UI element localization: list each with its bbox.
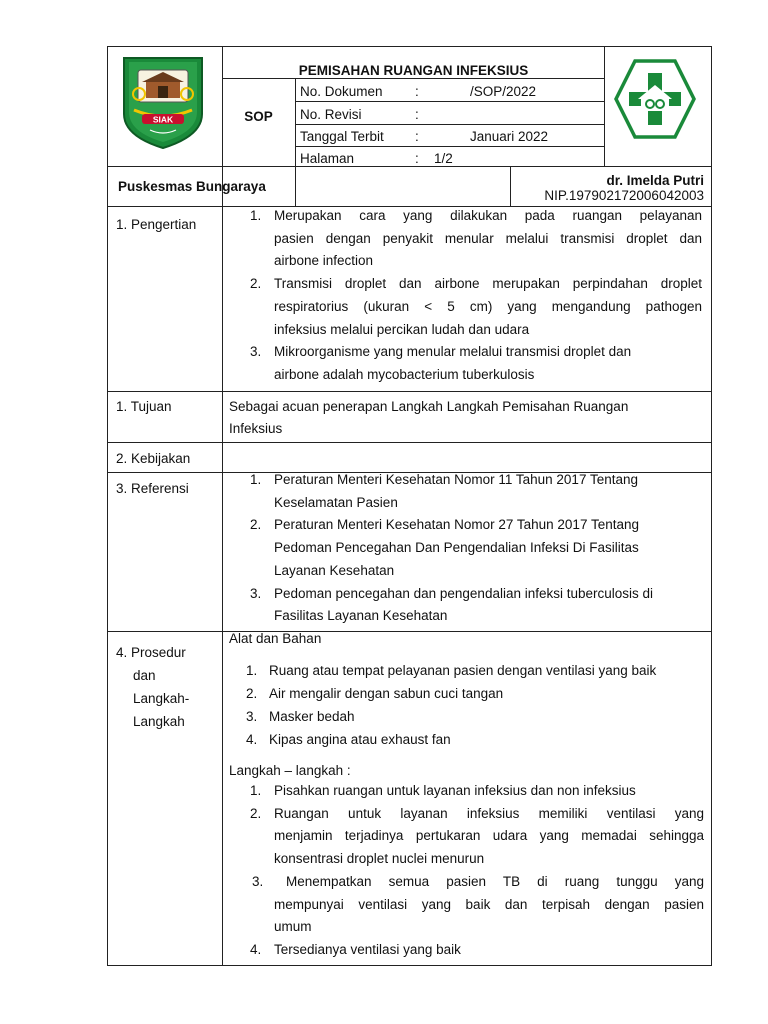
list-item: 1. Peraturan Menteri Kesehatan Nomor 11 Tahun 2017 Tentang Keselamatan Pasien	[250, 472, 638, 510]
langkah-list	[250, 780, 704, 962]
field-value-halaman: 1/2	[434, 151, 453, 166]
field-label-no-dokumen: No. Dokumen	[300, 84, 383, 99]
alat-item: Kipas angina atau exhaust fan	[269, 732, 451, 747]
alat-num: 2.	[246, 686, 258, 701]
section-label-referensi: 3. Referensi	[116, 481, 189, 496]
field-value-no-dokumen: /SOP/2022	[470, 84, 537, 99]
puskesmas-name: Puskesmas Bungaraya	[118, 179, 266, 194]
list-item: 3. Pedoman pencegahan dan pengendalian infeksi tuberculosis di Fasilitas Layanan Kesehatan	[250, 585, 654, 624]
signer-nip: NIP.197902172006042003	[544, 188, 704, 203]
row-line-pengertian	[107, 391, 712, 392]
field-label-halaman: Halaman	[300, 151, 355, 166]
border-top	[107, 46, 712, 47]
alat-heading: Alat dan Bahan	[229, 631, 322, 646]
section-label-prosedur: 4. Prosedur	[116, 645, 186, 660]
list-item: 2. Transmisi droplet dan airbone merupakan perpindahan droplet respiratorius (ukuran < 5 cm) yang mengandung pathogen infeksius melalui percikan ludah dan udara	[250, 276, 702, 337]
list-item: 1. Merupakan cara yang dilakukan pada ruangan pelayanan pasien dengan penyakit menular melalui transmisi droplet dan airbone infection	[250, 208, 702, 269]
field-sep: :	[415, 151, 419, 166]
signer-name: dr. Imelda Putri	[606, 173, 704, 188]
border-bottom	[107, 965, 712, 966]
row-line-1	[295, 101, 605, 102]
border-left	[107, 46, 108, 966]
row-line-tujuan	[107, 442, 712, 443]
section-label-pengertian: 1. Pengertian	[116, 217, 197, 232]
row-line-3	[295, 146, 605, 147]
field-sep: :	[415, 84, 419, 99]
section-label-kebijakan: 2. Kebijakan	[116, 451, 191, 466]
langkah-heading: Langkah – langkah :	[229, 763, 351, 778]
section-label-prosedur: Langkah	[133, 714, 185, 729]
regency-logo	[120, 52, 206, 150]
alat-num: 4.	[246, 732, 258, 747]
alat-num: 1.	[246, 663, 258, 678]
logo-left-text: SIAK	[152, 114, 174, 125]
alat-item: Air mengalir dengan sabun cuci tangan	[269, 686, 504, 701]
alat-item: Ruang atau tempat pelayanan pasien dengan ventilasi yang baik	[269, 663, 657, 678]
row-line-referensi	[107, 631, 712, 632]
field-label-no-revisi: No. Revisi	[300, 107, 362, 122]
field-value-tanggal-terbit: Januari 2022	[470, 129, 549, 144]
pengertian-list	[250, 205, 702, 387]
puskesmas-logo	[614, 59, 696, 139]
tujuan-line-2: Infeksius	[229, 421, 283, 436]
tujuan-line-1: Sebagai acuan penerapan Langkah Langkah Pemisahan Ruangan	[229, 399, 629, 414]
list-item: 3. Mikroorganisme yang menular melalui transmisi droplet dan airbone adalah mycobacterium tuberkulosis	[250, 344, 632, 382]
alat-num: 3.	[246, 709, 258, 724]
row-line-header-end	[107, 166, 712, 167]
field-sep: :	[415, 107, 419, 122]
list-item: 4. Tersedianya ventilasi yang baik	[250, 941, 461, 957]
list-item: 1. Pisahkan ruangan untuk layanan infeksius dan non infeksius	[250, 783, 636, 798]
document-title: PEMISAHAN RUANGAN INFEKSIUS	[298, 63, 529, 78]
referensi-list	[250, 469, 702, 628]
field-label-tanggal-terbit: Tanggal Terbit	[300, 129, 384, 144]
row-line-2	[295, 124, 605, 125]
list-item: 2. Ruangan untuk layanan infeksius memiliki ventilasi yang menjamin terjadinya pertukaran udara yang memadai sehingga konsentrasi droplet nuclei menurun	[250, 805, 704, 867]
section-label-prosedur: Langkah-	[133, 691, 190, 706]
section-label-prosedur: dan	[133, 668, 156, 683]
field-sep: :	[415, 129, 419, 144]
border-right	[711, 46, 712, 966]
alat-item: Masker bedah	[269, 709, 355, 724]
section-label-tujuan: 1. Tujuan	[116, 399, 172, 414]
sop-label: SOP	[244, 109, 273, 124]
col-divider-fields	[295, 78, 296, 206]
list-item: 3. Menempatkan semua pasien TB di ruang tunggu yang mempunyai ventilasi yang baik dan terpisah dengan pasien umum	[252, 873, 704, 935]
list-item: 2. Peraturan Menteri Kesehatan Nomor 27 Tahun 2017 Tentang Pedoman Pencegahan Dan Pengendalian Infeksi Di Fasilitas Layanan Kesehatan	[250, 517, 640, 578]
